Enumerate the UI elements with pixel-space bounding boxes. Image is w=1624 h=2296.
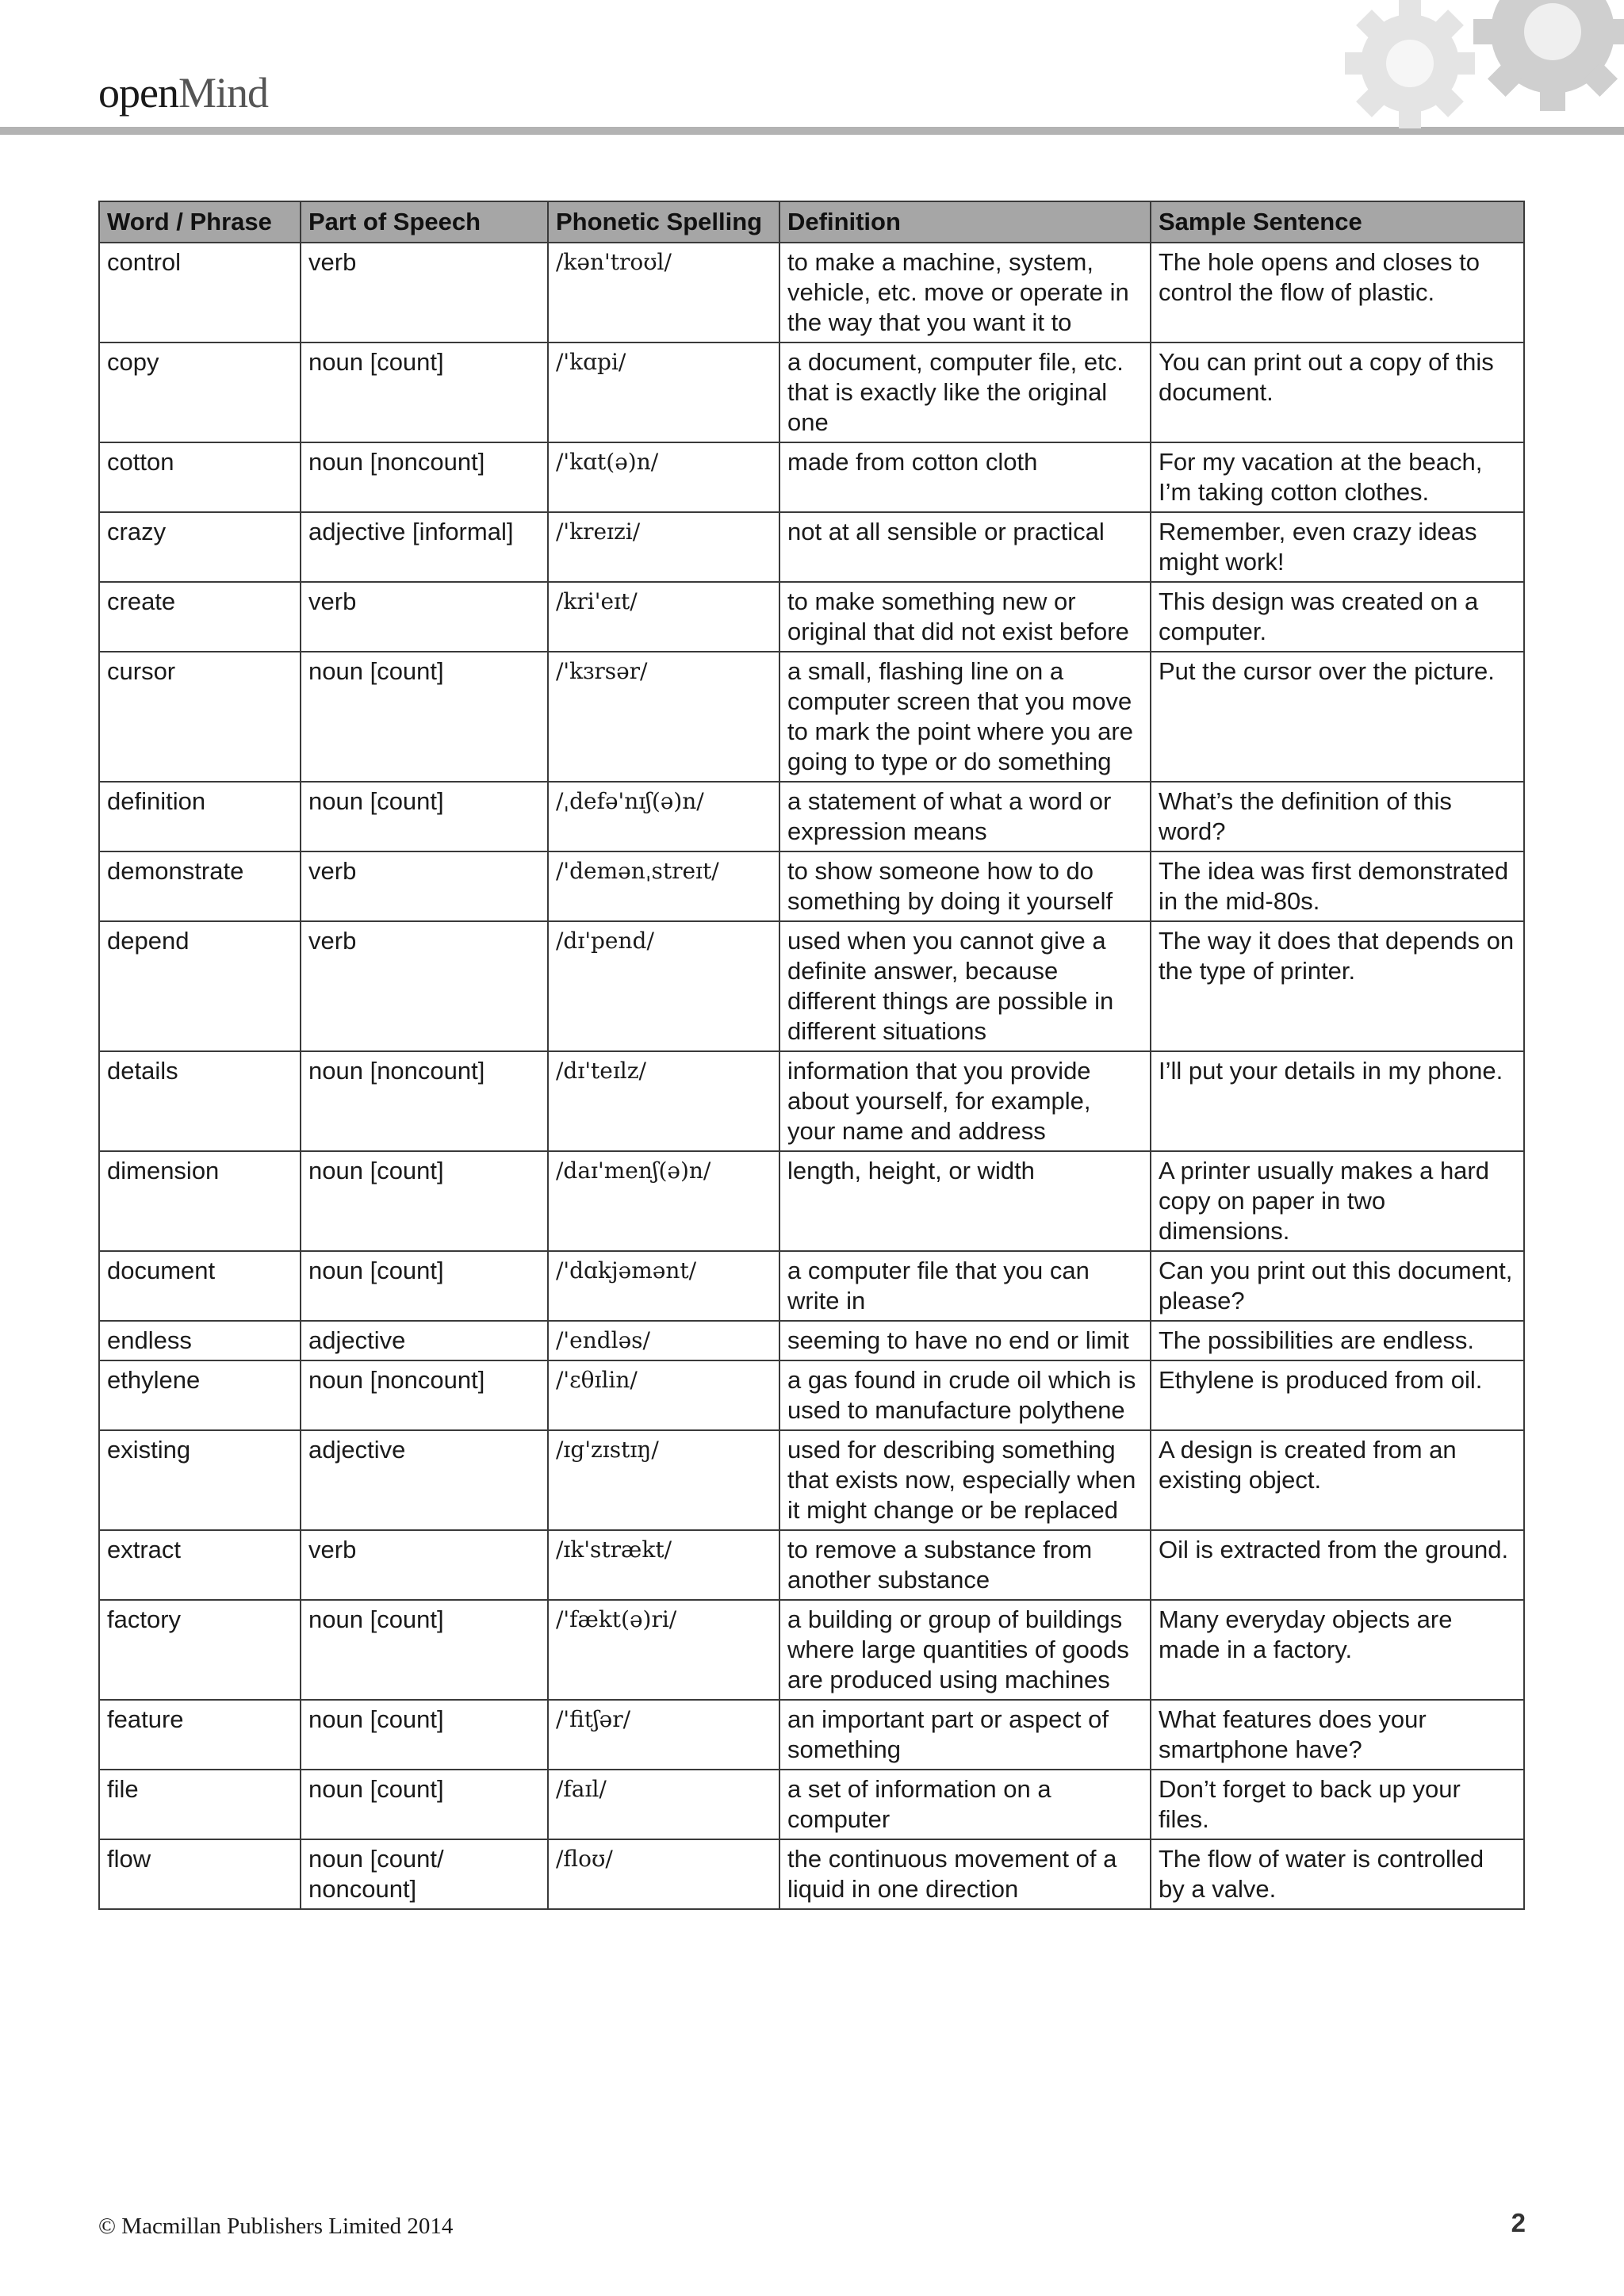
column-header-word: Word / Phrase: [99, 201, 301, 243]
cell-word: document: [99, 1251, 301, 1321]
cell-word: flow: [99, 1839, 301, 1909]
cell-sample-sentence: For my vacation at the beach, I’m taking cotton clothes.: [1151, 442, 1524, 512]
cell-definition: the continuous movement of a liquid in one direction: [779, 1839, 1151, 1909]
table-row: [99, 1430, 1524, 1530]
cell-phonetic: /'endləs/: [548, 1321, 779, 1360]
cell-sample-sentence: Remember, even crazy ideas might work!: [1151, 512, 1524, 582]
table-row: [99, 243, 1524, 342]
table-row: [99, 1360, 1524, 1430]
cell-definition: an important part or aspect of something: [779, 1700, 1151, 1770]
table-row: [99, 782, 1524, 851]
cell-phonetic: /ɪk'strækt/: [548, 1530, 779, 1600]
cell-part-of-speech: noun [count]: [301, 1151, 548, 1251]
cell-part-of-speech: noun [count]: [301, 1600, 548, 1700]
table-row: [99, 1839, 1524, 1909]
cell-sample-sentence: Many everyday objects are made in a factory.: [1151, 1600, 1524, 1700]
cell-word: ethylene: [99, 1360, 301, 1430]
cell-definition: seeming to have no end or limit: [779, 1321, 1151, 1360]
cell-definition: to remove a substance from another substance: [779, 1530, 1151, 1600]
cell-definition: information that you provide about yourself, for example, your name and address: [779, 1051, 1151, 1151]
cell-phonetic: /faɪl/: [548, 1770, 779, 1839]
cell-word: extract: [99, 1530, 301, 1600]
table-row: [99, 1770, 1524, 1839]
cell-phonetic: /dɪ'pend/: [548, 921, 779, 1051]
cell-word: details: [99, 1051, 301, 1151]
cell-definition: to show someone how to do something by doing it yourself: [779, 851, 1151, 921]
vocabulary-table: [98, 201, 1525, 1910]
cell-word: cursor: [99, 652, 301, 782]
table-row: [99, 512, 1524, 582]
page-number: 2: [1511, 2208, 1526, 2237]
cell-phonetic: /floʊ/: [548, 1839, 779, 1909]
cell-part-of-speech: verb: [301, 243, 548, 342]
cell-phonetic: /'kɑpi/: [548, 342, 779, 442]
cell-part-of-speech: verb: [301, 1530, 548, 1600]
cell-phonetic: /'kɜrsər/: [548, 652, 779, 782]
logo-text-open: open: [98, 69, 178, 117]
cell-word: file: [99, 1770, 301, 1839]
cell-definition: length, height, or width: [779, 1151, 1151, 1251]
cell-word: demonstrate: [99, 851, 301, 921]
cell-sample-sentence: Don’t forget to back up your files.: [1151, 1770, 1524, 1839]
column-header-phonetic: Phonetic Spelling: [548, 201, 779, 243]
cell-sample-sentence: The possibilities are endless.: [1151, 1321, 1524, 1360]
cell-definition: used when you cannot give a definite answer, because different things are possible in different situations: [779, 921, 1151, 1051]
cell-word: existing: [99, 1430, 301, 1530]
cell-definition: made from cotton cloth: [779, 442, 1151, 512]
copyright-notice: © Macmillan Publishers Limited 2014: [98, 2214, 454, 2239]
cell-sample-sentence: Oil is extracted from the ground.: [1151, 1530, 1524, 1600]
table-row: [99, 921, 1524, 1051]
cell-part-of-speech: noun [count]: [301, 342, 548, 442]
cell-sample-sentence: Can you print out this document, please?: [1151, 1251, 1524, 1321]
column-header-part-of-speech: Part of Speech: [301, 201, 548, 243]
cell-sample-sentence: Ethylene is produced from oil.: [1151, 1360, 1524, 1430]
cell-word: factory: [99, 1600, 301, 1700]
logo-text-mind: Mind: [178, 69, 268, 117]
cell-word: depend: [99, 921, 301, 1051]
cell-word: endless: [99, 1321, 301, 1360]
cell-definition: used for describing something that exists now, especially when it might change or be replaced: [779, 1430, 1151, 1530]
cell-sample-sentence: What features does your smartphone have?: [1151, 1700, 1524, 1770]
table-row: [99, 1700, 1524, 1770]
cell-word: feature: [99, 1700, 301, 1770]
cell-definition: to make something new or original that did not exist before: [779, 582, 1151, 652]
page-header: [0, 0, 1624, 139]
cell-word: cotton: [99, 442, 301, 512]
cell-definition: a building or group of buildings where large quantities of goods are produced using machines: [779, 1600, 1151, 1700]
table-row: [99, 652, 1524, 782]
cell-sample-sentence: A design is created from an existing object.: [1151, 1430, 1524, 1530]
column-header-definition: Definition: [779, 201, 1151, 243]
cell-part-of-speech: verb: [301, 851, 548, 921]
table-row: [99, 1530, 1524, 1600]
cell-definition: a gas found in crude oil which is used to manufacture polythene: [779, 1360, 1151, 1430]
cell-word: create: [99, 582, 301, 652]
cell-sample-sentence: A printer usually makes a hard copy on paper in two dimensions.: [1151, 1151, 1524, 1251]
table-body: [99, 243, 1524, 1909]
cell-part-of-speech: verb: [301, 921, 548, 1051]
cell-sample-sentence: I’ll put your details in my phone.: [1151, 1051, 1524, 1151]
gears-decoration-icon: [1323, 0, 1624, 178]
cell-phonetic: /'kɑt(ə)n/: [548, 442, 779, 512]
cell-sample-sentence: The way it does that depends on the type of printer.: [1151, 921, 1524, 1051]
table-row: [99, 442, 1524, 512]
cell-word: copy: [99, 342, 301, 442]
table-row: [99, 1251, 1524, 1321]
cell-phonetic: /kri'eɪt/: [548, 582, 779, 652]
cell-part-of-speech: adjective: [301, 1430, 548, 1530]
cell-phonetic: /'fækt(ə)ri/: [548, 1600, 779, 1700]
cell-sample-sentence: The flow of water is controlled by a valve.: [1151, 1839, 1524, 1909]
cell-sample-sentence: Put the cursor over the picture.: [1151, 652, 1524, 782]
table-header-row: [99, 201, 1524, 243]
cell-definition: a statement of what a word or expression means: [779, 782, 1151, 851]
table-row: [99, 1151, 1524, 1251]
cell-sample-sentence: What’s the definition of this word?: [1151, 782, 1524, 851]
column-header-sample-sentence: Sample Sentence: [1151, 201, 1524, 243]
table-row: [99, 342, 1524, 442]
cell-phonetic: /'kreɪzi/: [548, 512, 779, 582]
cell-part-of-speech: adjective [informal]: [301, 512, 548, 582]
cell-phonetic: /ˌdefə'nɪʃ(ə)n/: [548, 782, 779, 851]
cell-phonetic: /'fitʃər/: [548, 1700, 779, 1770]
cell-sample-sentence: The hole opens and closes to control the flow of plastic.: [1151, 243, 1524, 342]
table-row: [99, 1600, 1524, 1700]
cell-definition: a document, computer file, etc. that is exactly like the original one: [779, 342, 1151, 442]
cell-phonetic: /'ɛθɪlin/: [548, 1360, 779, 1430]
cell-part-of-speech: noun [count/ noncount]: [301, 1839, 548, 1909]
cell-phonetic: /dɪ'teɪlz/: [548, 1051, 779, 1151]
cell-phonetic: /ɪg'zɪstɪŋ/: [548, 1430, 779, 1530]
cell-part-of-speech: verb: [301, 582, 548, 652]
cell-word: crazy: [99, 512, 301, 582]
cell-definition: to make a machine, system, vehicle, etc. move or operate in the way that you want it to: [779, 243, 1151, 342]
cell-phonetic: /'dɑkjəmənt/: [548, 1251, 779, 1321]
brand-logo: [98, 68, 268, 117]
cell-part-of-speech: noun [count]: [301, 1251, 548, 1321]
cell-part-of-speech: adjective: [301, 1321, 548, 1360]
cell-phonetic: /kən'troʊl/: [548, 243, 779, 342]
table-row: [99, 1321, 1524, 1360]
cell-part-of-speech: noun [count]: [301, 782, 548, 851]
cell-part-of-speech: noun [count]: [301, 1770, 548, 1839]
cell-word: definition: [99, 782, 301, 851]
cell-definition: not at all sensible or practical: [779, 512, 1151, 582]
cell-sample-sentence: This design was created on a computer.: [1151, 582, 1524, 652]
cell-part-of-speech: noun [count]: [301, 1700, 548, 1770]
cell-part-of-speech: noun [noncount]: [301, 1051, 548, 1151]
cell-part-of-speech: noun [noncount]: [301, 1360, 548, 1430]
cell-part-of-speech: noun [count]: [301, 652, 548, 782]
cell-phonetic: /'demənˌstreɪt/: [548, 851, 779, 921]
table-row: [99, 1051, 1524, 1151]
cell-definition: a small, flashing line on a computer screen that you move to mark the point where you are going to type or do something: [779, 652, 1151, 782]
cell-sample-sentence: The idea was first demonstrated in the mid-80s.: [1151, 851, 1524, 921]
table-row: [99, 582, 1524, 652]
cell-word: dimension: [99, 1151, 301, 1251]
cell-definition: a computer file that you can write in: [779, 1251, 1151, 1321]
cell-definition: a set of information on a computer: [779, 1770, 1151, 1839]
cell-part-of-speech: noun [noncount]: [301, 442, 548, 512]
cell-word: control: [99, 243, 301, 342]
cell-phonetic: /daɪ'menʃ(ə)n/: [548, 1151, 779, 1251]
table-row: [99, 851, 1524, 921]
cell-sample-sentence: You can print out a copy of this document.: [1151, 342, 1524, 442]
